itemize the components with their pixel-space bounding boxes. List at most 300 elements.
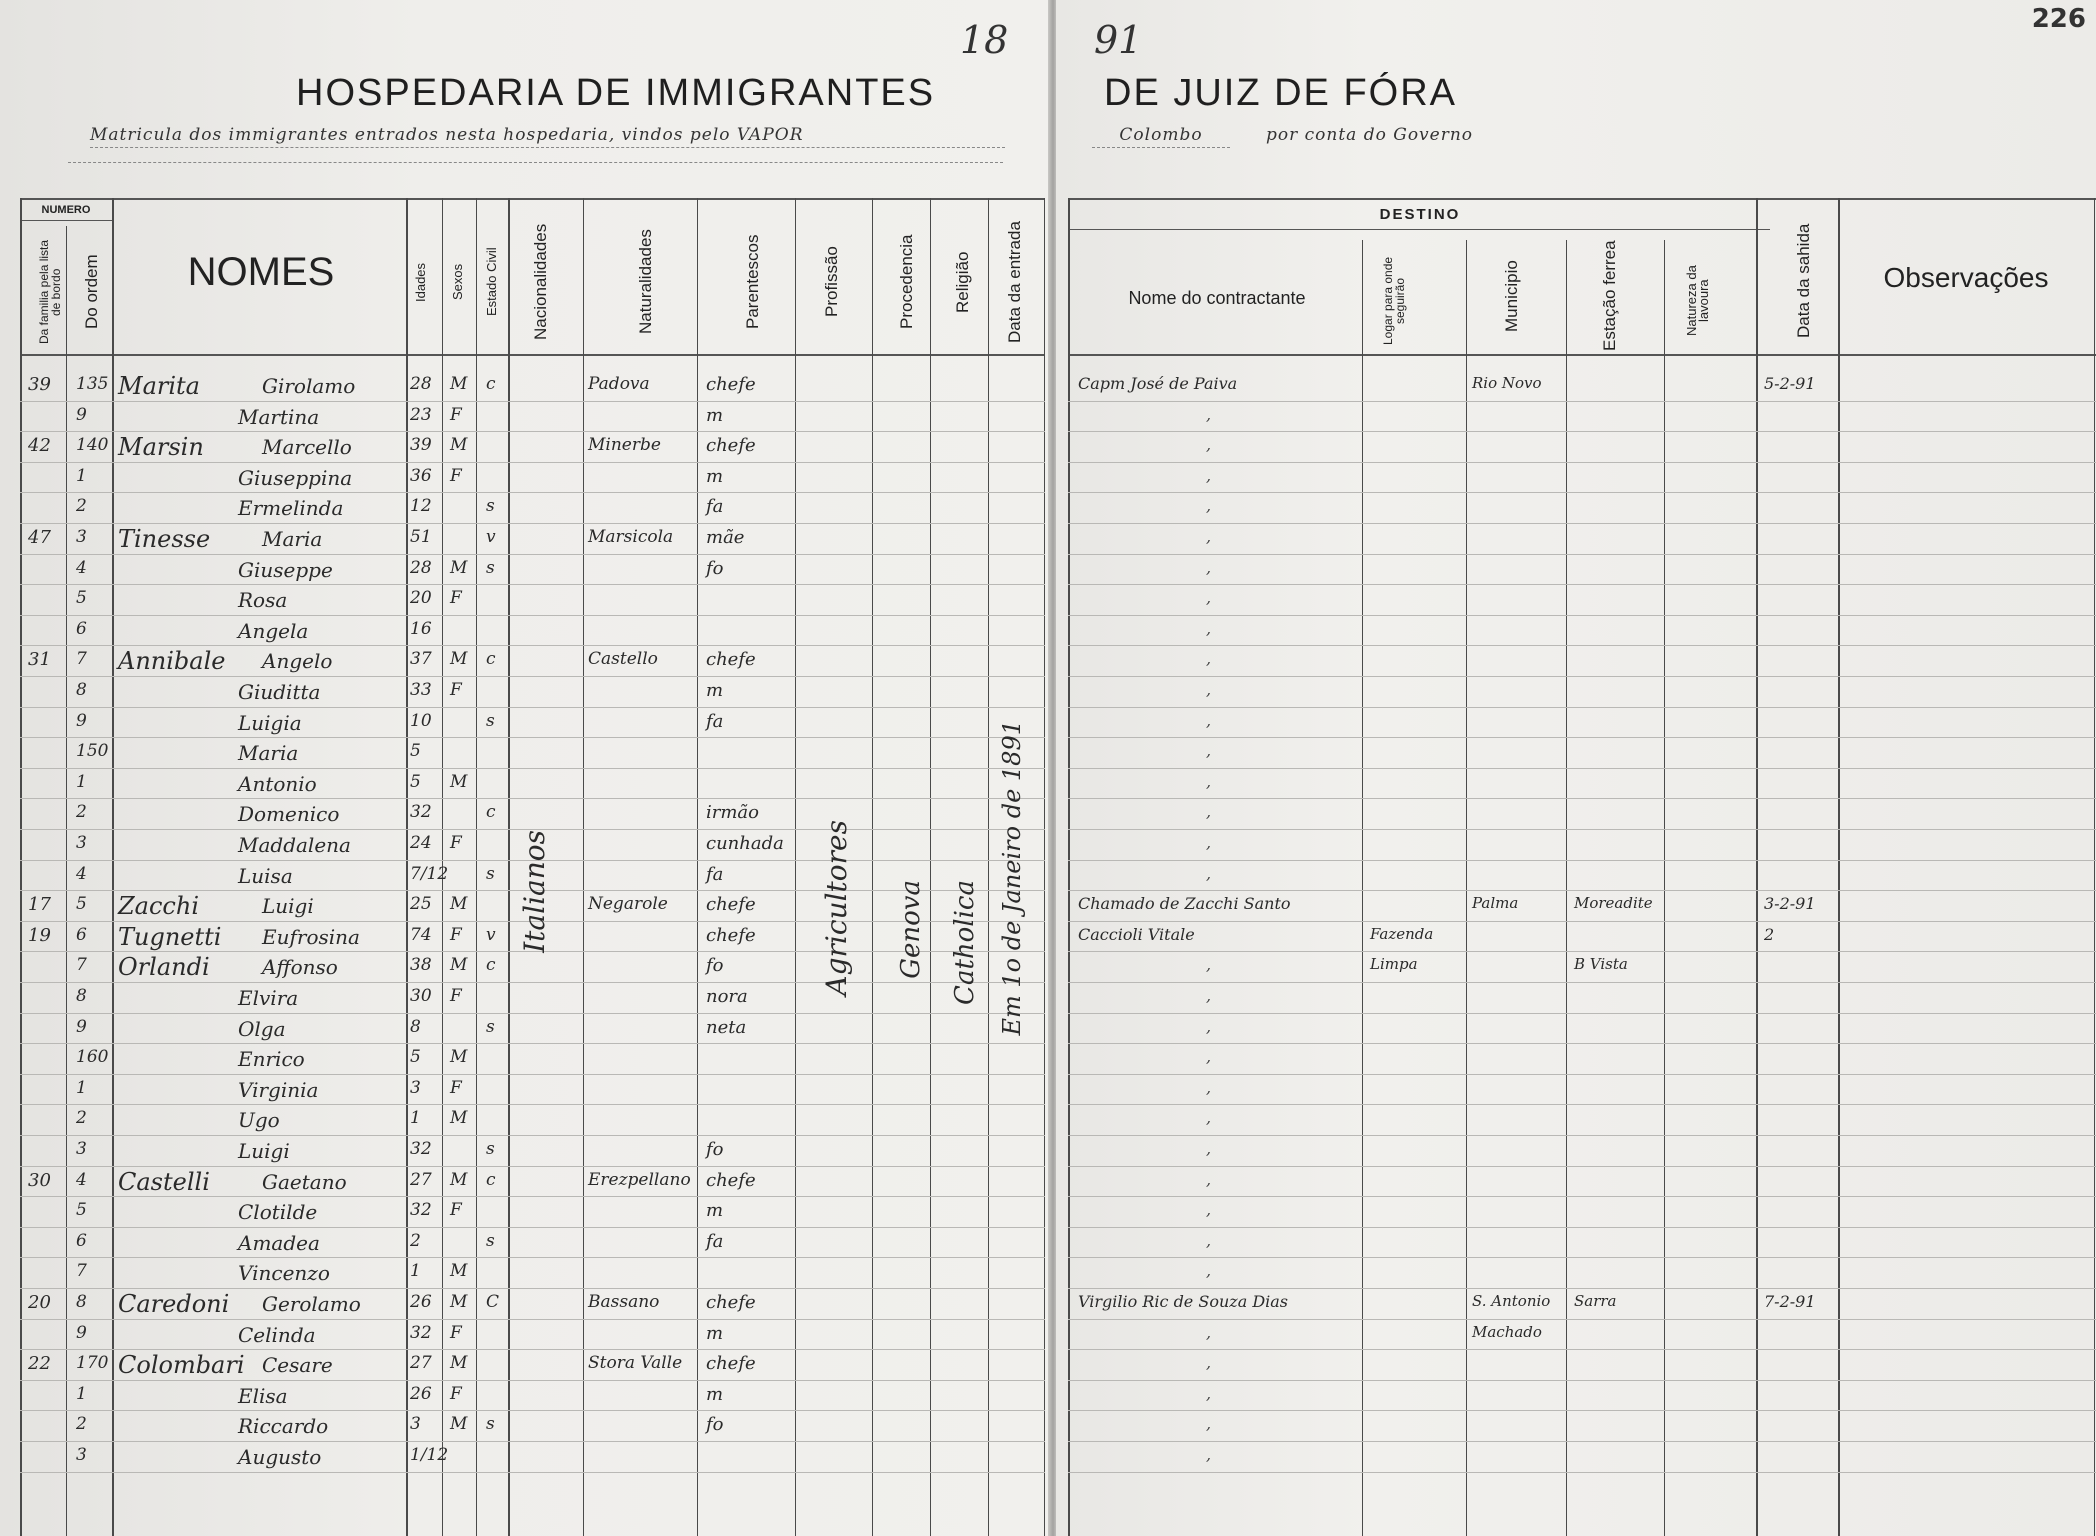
- sex: F: [450, 404, 462, 425]
- destination-place: Fazenda: [1370, 924, 1434, 943]
- ditto-mark: ,: [1206, 802, 1212, 822]
- ordem-number: 7: [76, 649, 87, 670]
- col-line: [1044, 198, 1045, 1536]
- ditto-mark: ,: [1206, 863, 1212, 883]
- age: 74: [410, 924, 432, 945]
- relationship: fa: [706, 496, 724, 518]
- ordem-number: 160: [76, 1047, 109, 1068]
- birthplace: Stora Valle: [588, 1353, 683, 1374]
- surname: Caredoni: [118, 1290, 230, 1318]
- relationship: chefe: [706, 924, 756, 946]
- given-name: Affonso: [262, 955, 338, 980]
- col-line: [988, 198, 989, 1536]
- ordem-number: 3: [76, 833, 87, 853]
- subtitle-right: por conta do Governo: [1266, 125, 1474, 145]
- col-line: [1466, 240, 1467, 1536]
- familia-number: 22: [28, 1353, 51, 1375]
- page-number: 226: [2031, 4, 2086, 34]
- ditto-mark: ,: [1206, 404, 1212, 424]
- row-rule: [20, 707, 1045, 708]
- relationship: neta: [706, 1016, 747, 1038]
- familia-number: 42: [28, 435, 51, 457]
- header-bottom-rule: [20, 354, 1045, 356]
- age: 28: [410, 374, 432, 394]
- departure-date: 7-2-91: [1764, 1292, 1816, 1311]
- col-line: [1068, 198, 1070, 1536]
- subtitle-left: Matricula dos immigrantes entrados nesta hospedaria, vindos pelo VAPOR: [90, 125, 1005, 148]
- relationship: chefe: [706, 1169, 756, 1191]
- age: 26: [410, 1383, 432, 1404]
- age: 7/12: [410, 863, 449, 884]
- ditto-mark: ,: [1206, 771, 1212, 791]
- relationship: mãe: [706, 527, 745, 548]
- civil-status: s: [486, 863, 495, 884]
- age: 33: [410, 680, 432, 700]
- ordem-number: 6: [76, 618, 87, 639]
- surname: Marsin: [118, 433, 204, 462]
- familia-number: 20: [28, 1292, 51, 1313]
- ordem-number: 2: [76, 1414, 87, 1435]
- familia-number: 17: [28, 894, 51, 916]
- given-name: Luigi: [238, 1139, 290, 1163]
- ordem-number: 7: [76, 955, 87, 976]
- row-rule: [1068, 584, 2096, 585]
- ordem-number: 8: [76, 680, 87, 700]
- ordem-number: 1: [76, 771, 87, 792]
- row-rule: [1068, 1380, 2096, 1381]
- col-line: [1362, 240, 1363, 1536]
- ditto-mark: ,: [1206, 680, 1212, 699]
- col-line: [930, 198, 931, 1536]
- given-name: Augusto: [238, 1445, 322, 1469]
- age: 38: [410, 955, 432, 976]
- contractor: Capm José de Paiva: [1078, 374, 1238, 393]
- sex: M: [450, 894, 468, 915]
- familia-number: 30: [28, 1169, 51, 1191]
- familia-number: 31: [28, 649, 51, 671]
- row-rule: [1068, 1472, 2096, 1473]
- header-top-rule: [20, 198, 1045, 200]
- destino-head: DESTINO: [1070, 206, 1770, 230]
- surname: Annibale: [118, 647, 226, 676]
- given-name: Marcello: [262, 435, 352, 460]
- age: 30: [410, 986, 432, 1006]
- railway-station: B Vista: [1574, 955, 1628, 974]
- relationship: m: [706, 465, 724, 487]
- civil-status: c: [486, 649, 496, 670]
- relationship: fo: [706, 955, 724, 977]
- title-left: HOSPEDARIA DE IMMIGRANTES: [296, 72, 936, 114]
- given-name: Maddalena: [238, 833, 351, 857]
- ordem-number: 9: [76, 710, 87, 731]
- ordem-number: 9: [76, 404, 87, 425]
- relationship: m: [706, 680, 724, 701]
- contractor: Chamado de Zacchi Santo: [1078, 894, 1291, 914]
- age: 25: [410, 894, 432, 915]
- age: 3: [410, 1414, 421, 1435]
- col-contractante-head: Nome do contractante: [1128, 288, 1306, 308]
- row-rule: [1068, 431, 2096, 432]
- row-rule: [20, 1013, 1045, 1014]
- ditto-mark: ,: [1206, 1322, 1212, 1342]
- col-line: [872, 198, 873, 1536]
- col-line: [112, 198, 114, 1536]
- col-observacoes-head: Observações: [1883, 262, 2049, 293]
- sex: M: [450, 1108, 468, 1129]
- given-name: Giuseppina: [238, 465, 353, 490]
- civil-status: s: [486, 1139, 495, 1159]
- ditto-mark: ,: [1206, 1353, 1212, 1373]
- ditto-mark: ,: [1206, 1414, 1212, 1434]
- col-line: [66, 226, 67, 1536]
- civil-status: v: [486, 924, 496, 945]
- given-name: Maria: [238, 741, 299, 766]
- row-rule: [20, 768, 1045, 769]
- sex: M: [450, 649, 468, 670]
- ordem-number: 4: [76, 1169, 87, 1190]
- col-data-entrada-head: Data da entrada: [1005, 221, 1024, 343]
- row-rule: [1068, 554, 2096, 555]
- col-line: [2094, 198, 2095, 1536]
- ordem-number: 1: [76, 465, 87, 486]
- ditto-mark: ,: [1206, 1445, 1212, 1464]
- ordem-number: 9: [76, 1322, 87, 1343]
- row-rule: [20, 1410, 1045, 1411]
- row-rule: [1068, 1074, 2096, 1075]
- row-rule: [1068, 1104, 2096, 1105]
- sex: M: [450, 1414, 468, 1435]
- relationship: chefe: [706, 1353, 756, 1375]
- relationship: irmão: [706, 802, 759, 824]
- ordem-number: 140: [76, 435, 109, 456]
- ditto-mark: ,: [1206, 557, 1212, 577]
- age: 8: [410, 1016, 421, 1037]
- relationship: m: [706, 404, 724, 426]
- age: 32: [410, 802, 432, 823]
- age: 36: [410, 465, 432, 486]
- row-rule: [1068, 1288, 2096, 1289]
- ditto-mark: ,: [1206, 1047, 1212, 1067]
- sex: F: [450, 465, 462, 486]
- col-familia-head: Da familia pela lista de bordo: [37, 239, 63, 345]
- age: 5: [410, 771, 421, 792]
- age: 24: [410, 833, 432, 853]
- row-rule: [1068, 1319, 2096, 1320]
- civil-status: s: [486, 1414, 495, 1435]
- given-name: Olga: [238, 1016, 286, 1041]
- departure-date: 5-2-91: [1764, 374, 1816, 393]
- ordem-number: 8: [76, 1292, 87, 1312]
- ordem-number: 2: [76, 1108, 87, 1129]
- departure-date: 2: [1764, 924, 1775, 944]
- col-line: [508, 198, 510, 1536]
- ditto-mark: ,: [1206, 435, 1212, 455]
- sex: F: [450, 680, 462, 700]
- row-rule: [1068, 1349, 2096, 1350]
- ditto-mark: ,: [1206, 1230, 1212, 1250]
- ordem-number: 1: [76, 1383, 87, 1404]
- given-name: Luisa: [238, 863, 293, 888]
- age: 1: [410, 1108, 421, 1129]
- sex: M: [450, 1047, 468, 1068]
- sex: M: [450, 435, 468, 456]
- row-rule: [20, 798, 1045, 799]
- ordem-number: 9: [76, 1016, 87, 1037]
- ordem-number: 170: [76, 1353, 109, 1374]
- birthplace: Castello: [588, 649, 658, 670]
- ditto-mark: ,: [1206, 741, 1212, 761]
- ordem-number: 4: [76, 557, 87, 578]
- ditto-mark: ,: [1206, 649, 1212, 669]
- relationship: nora: [706, 986, 748, 1007]
- row-rule: [20, 1043, 1045, 1044]
- contractor: Virgilio Ric de Souza Dias: [1078, 1292, 1289, 1311]
- row-rule: [1068, 860, 2096, 861]
- row-rule: [1068, 1135, 2096, 1136]
- ordem-number: 150: [76, 741, 109, 762]
- given-name: Domenico: [238, 802, 340, 827]
- sex: M: [450, 557, 468, 578]
- birthplace: Bassano: [588, 1292, 660, 1312]
- col-line: [583, 198, 584, 1536]
- row-rule: [1068, 1166, 2096, 1167]
- given-name: Giuseppe: [238, 557, 333, 582]
- row-rule: [1068, 1227, 2096, 1228]
- ordem-number: 5: [76, 1200, 87, 1221]
- age: 23: [410, 404, 432, 425]
- row-rule: [20, 645, 1045, 646]
- ordem-number: 3: [76, 527, 87, 547]
- relationship: fa: [706, 863, 724, 885]
- ditto-mark: ,: [1206, 1108, 1212, 1128]
- age: 1: [410, 1261, 421, 1282]
- col-line: [476, 198, 477, 1536]
- surname: Tugnetti: [118, 922, 222, 951]
- row-rule: [20, 1227, 1045, 1228]
- row-rule: [1068, 707, 2096, 708]
- age: 5: [410, 1047, 421, 1068]
- year-left: 18: [960, 18, 1009, 62]
- col-ordem-head: Do ordem: [82, 254, 101, 330]
- given-name: Maria: [262, 527, 323, 551]
- row-rule: [1068, 401, 2096, 402]
- relationship: m: [706, 1200, 724, 1222]
- surname: Castelli: [118, 1167, 210, 1196]
- age: 1/12: [410, 1445, 449, 1465]
- sex: M: [450, 1353, 468, 1374]
- civil-status: c: [486, 374, 496, 394]
- birthplace: Negarole: [588, 894, 668, 915]
- civil-status: s: [486, 710, 495, 731]
- age: 32: [410, 1139, 432, 1159]
- col-logar-head: Logar para onde seguirão: [1381, 256, 1407, 346]
- religiao-vertical: Catholica: [950, 880, 980, 1005]
- surname: Zacchi: [118, 892, 199, 921]
- municipality: Machado: [1472, 1322, 1542, 1341]
- col-sexos-head: Sexos: [450, 263, 465, 301]
- age: 51: [410, 527, 432, 547]
- header-top-rule-right: [1068, 198, 2096, 200]
- col-profissao-head: Profissão: [822, 246, 841, 318]
- given-name: Elisa: [238, 1383, 288, 1408]
- ditto-mark: ,: [1206, 1200, 1212, 1220]
- row-rule: [1068, 1410, 2096, 1411]
- relationship: fo: [706, 557, 724, 579]
- age: 5: [410, 741, 421, 762]
- col-sahida-head: Data da sahida: [1794, 223, 1813, 339]
- ordem-number: 7: [76, 1261, 87, 1282]
- row-rule: [20, 676, 1045, 677]
- given-name: Girolamo: [262, 374, 356, 398]
- row-rule: [20, 431, 1045, 432]
- ditto-mark: ,: [1206, 1169, 1212, 1189]
- age: 27: [410, 1169, 432, 1190]
- row-rule: [20, 462, 1045, 463]
- civil-status: s: [486, 557, 495, 578]
- col-religiao-head: Religião: [953, 251, 972, 313]
- given-name: Gaetano: [262, 1169, 347, 1194]
- col-estacao-head: Estação ferrea: [1600, 240, 1619, 352]
- ordem-number: 3: [76, 1445, 87, 1465]
- row-rule: [20, 523, 1045, 524]
- given-name: Riccardo: [238, 1414, 329, 1439]
- railway-station: Sarra: [1574, 1292, 1617, 1310]
- birthplace: Marsicola: [588, 527, 674, 547]
- given-name: Vincenzo: [238, 1261, 330, 1286]
- given-name: Virginia: [238, 1077, 319, 1102]
- row-rule: [1068, 798, 2096, 799]
- age: 2: [410, 1230, 421, 1251]
- row-rule: [20, 1135, 1045, 1136]
- sex: F: [450, 1383, 462, 1404]
- given-name: Elvira: [238, 986, 299, 1010]
- familia-number: 39: [28, 374, 51, 395]
- col-civil-head: Estado Civil: [484, 247, 499, 317]
- col-idades-head: Idades: [413, 262, 428, 302]
- ditto-mark: ,: [1206, 955, 1212, 975]
- civil-status: c: [486, 955, 496, 976]
- col-naturalidades-head: Naturalidades: [636, 229, 655, 335]
- col-numero-head: NUMERO: [20, 204, 112, 221]
- ditto-mark: ,: [1206, 496, 1212, 516]
- col-line: [697, 198, 698, 1536]
- row-rule: [20, 1104, 1045, 1105]
- age: 12: [410, 496, 432, 517]
- civil-status: C: [486, 1292, 500, 1312]
- municipality: Palma: [1472, 894, 1519, 913]
- col-line: [795, 198, 796, 1536]
- ditto-mark: ,: [1206, 618, 1212, 638]
- surname: Colombari: [118, 1351, 245, 1380]
- ditto-mark: ,: [1206, 986, 1212, 1005]
- ditto-mark: ,: [1206, 833, 1212, 852]
- col-line: [20, 198, 22, 1536]
- given-name: Martina: [238, 404, 320, 429]
- row-rule: [1068, 1013, 2096, 1014]
- row-rule: [1068, 829, 2096, 830]
- row-rule: [1068, 523, 2096, 524]
- age: 10: [410, 710, 432, 731]
- sex: M: [450, 374, 468, 394]
- row-rule: [20, 982, 1045, 983]
- given-name: Eufrosina: [262, 924, 360, 949]
- given-name: Rosa: [238, 588, 288, 613]
- departure-date: 3-2-91: [1764, 894, 1816, 914]
- birthplace: Erezpellano: [588, 1169, 691, 1190]
- age: 37: [410, 649, 432, 670]
- given-name: Luigia: [238, 710, 302, 735]
- age: 27: [410, 1353, 432, 1374]
- col-nomes-head: NOMES: [187, 250, 335, 294]
- ordem-number: 3: [76, 1139, 87, 1159]
- sex: F: [450, 924, 462, 945]
- row-rule: [20, 1257, 1045, 1258]
- age: 32: [410, 1200, 432, 1221]
- ditto-mark: ,: [1206, 1016, 1212, 1036]
- ordem-number: 6: [76, 924, 87, 945]
- ditto-mark: ,: [1206, 527, 1212, 546]
- ordem-number: 6: [76, 1230, 87, 1251]
- relationship: chefe: [706, 1292, 756, 1313]
- row-rule: [20, 1319, 1045, 1320]
- subtitle-left-blank-line: [68, 162, 1003, 163]
- given-name: Ermelinda: [238, 496, 344, 521]
- row-rule: [20, 1349, 1045, 1350]
- civil-status: c: [486, 802, 496, 823]
- birthplace: Minerbe: [588, 435, 661, 456]
- row-rule: [20, 1472, 1045, 1473]
- ordem-number: 5: [76, 894, 87, 915]
- given-name: Clotilde: [238, 1200, 318, 1225]
- sex: F: [450, 1200, 462, 1221]
- row-rule: [1068, 737, 2096, 738]
- row-rule: [1068, 492, 2096, 493]
- surname: Orlandi: [118, 953, 210, 982]
- row-rule: [1068, 676, 2096, 677]
- age: 20: [410, 588, 432, 609]
- relationship: chefe: [706, 374, 756, 395]
- age: 3: [410, 1077, 421, 1098]
- row-rule: [20, 1380, 1045, 1381]
- ordem-number: 5: [76, 588, 87, 609]
- birthplace: Padova: [588, 374, 650, 394]
- row-rule: [20, 1441, 1045, 1442]
- civil-status: s: [486, 496, 495, 517]
- col-procedencia-head: Procedencia: [897, 234, 916, 330]
- row-rule: [1068, 645, 2096, 646]
- row-rule: [20, 615, 1045, 616]
- given-name: Antonio: [238, 771, 317, 796]
- row-rule: [1068, 615, 2096, 616]
- given-name: Luigi: [262, 894, 314, 919]
- relationship: fo: [706, 1414, 724, 1436]
- row-rule: [1068, 890, 2096, 891]
- given-name: Cesare: [262, 1353, 333, 1378]
- row-rule: [1068, 1257, 2096, 1258]
- age: 16: [410, 618, 432, 639]
- age: 26: [410, 1292, 432, 1312]
- ordem-number: 2: [76, 802, 87, 823]
- relationship: m: [706, 1322, 724, 1344]
- sex: F: [450, 1077, 462, 1098]
- civil-status: s: [486, 1016, 495, 1037]
- sex: M: [450, 771, 468, 792]
- right-page: [1056, 0, 2096, 1536]
- surname: Tinesse: [118, 525, 211, 553]
- relationship: chefe: [706, 435, 756, 457]
- ordem-number: 8: [76, 986, 87, 1006]
- familia-number: 47: [28, 527, 51, 548]
